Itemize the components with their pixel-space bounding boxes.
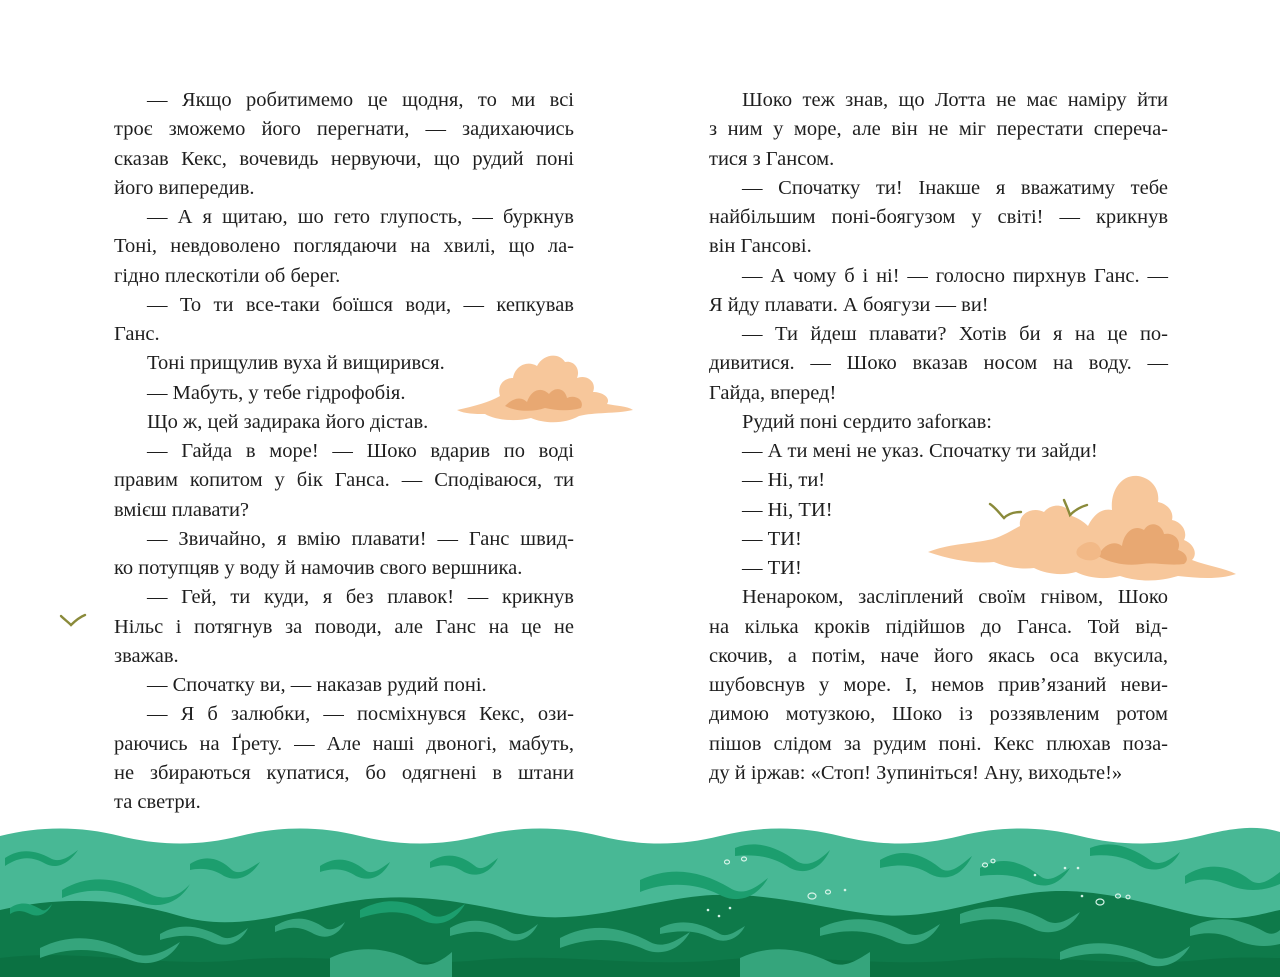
text-line: — То ти все-таки боїшся води, — кепкував [147,293,574,316]
right-page-text [709,86,1168,788]
text-line: його випередив. [114,176,255,199]
text-line: Тоні, невдоволено поглядаючи на хвилі, що ла- [114,235,574,258]
text-line: сказав Кекс, вочевидь нервуючи, що рудий поні [114,147,574,170]
text-line: — Спочатку ви, — наказав рудий поні. [147,674,487,696]
text-line: — Гайда в море! — Шоко вдарив по воді [147,440,574,462]
text-line: раючись на Ґрету. — Але наші двоногі, мабуть, [114,732,574,755]
bird-icon [58,610,88,630]
text-line: — Спочатку ти! Інакше я вважатиму тебе [742,176,1168,199]
text-line: Шоко теж знав, що Лотта не має наміру йти [742,89,1168,111]
text-line: — ТИ! [742,527,802,550]
text-line: — А ти мені не указ. Спочатку ти зайди! [742,440,1098,462]
text-line: — Ти йдеш плавати? Хотів би я на це по- [742,323,1168,345]
text-line: найбільшим поні-боягузом у світі! — крикнув [709,206,1168,228]
text-line: шубовснув у море. І, немов прив’язаний неви- [709,674,1168,696]
text-line: Що ж, цей задирака його дістав. [147,410,429,433]
text-line: та светри. [114,791,201,813]
text-line: — Звичайно, я вмію плавати! — Ганс швид- [147,527,574,550]
text-line: Я йду плавати. А боягузи — ви! [709,293,989,316]
text-line: Ганс. [114,323,160,345]
text-line: Рудий поні сердито заforкав: [742,410,992,433]
text-line: Тоні прищулив вуха й вищирився. [147,352,445,375]
text-line: на кілька кроків підійшов до Ганса. Той від- [709,615,1168,638]
text-line: — Мабуть, у тебе гідрофобія. [147,381,406,404]
text-line: тися з Гансом. [709,147,835,170]
sea-waves-illustration [0,818,1280,977]
text-line: пішов слідом за рудим поні. Кекс плюхав поза- [709,732,1168,755]
text-line: — ТИ! [742,557,802,579]
text-line: димою мотузкою, Шоко із роззявленим ротом [709,703,1168,726]
text-line: троє зможемо його перегнати, — задихаючись [114,118,574,141]
text-line: — Я б залюбки, — посміхнувся Кекс, ози- [147,703,574,726]
text-line: — А чому б і ні! — голосно пирхнув Ганс. — [742,264,1168,287]
text-line: — Якщо робитимемо це щодня, то ми всі [147,89,574,111]
text-line: Нільс і потягнув за поводи, але Ганс на це не [114,615,574,638]
text-line: скочив, а потім, наче його якась оса вкусила, [709,644,1168,667]
text-line: не збираються купатися, бо одягнені в штани [114,761,574,784]
text-line: Ненароком, засліплений своїм гнівом, Шоко [742,586,1168,609]
text-line: з ним у море, але він не міг перестати спереча- [709,118,1168,141]
text-line: гідно плескотіли об берег. [114,264,341,287]
text-line: вмієш плавати? [114,498,250,521]
text-line: — Ні, ти! [742,469,826,492]
text-line: ду й іржав: «Стоп! Зупиніться! Ану, виходьте!» [709,761,1123,784]
text-line: ко потупцяв у воду й намочив свого вершника. [114,557,523,579]
text-line: дивитися. — Шоко вказав носом на воду. — [709,352,1168,375]
text-line: зважав. [114,644,179,667]
text-line: правим копитом у бік Ганса. — Сподіваюся, ти [114,469,574,492]
text-line: — Ні, ТИ! [742,498,833,521]
text-line: — Гей, ти куди, я без плавок! — крикнув [147,586,574,609]
text-line: — А я щитаю, шо гето глупость, — буркнув [147,206,574,228]
text-line: Гайда, вперед! [709,381,837,404]
text-line: він Гансові. [709,235,812,258]
left-page-text [114,86,574,817]
